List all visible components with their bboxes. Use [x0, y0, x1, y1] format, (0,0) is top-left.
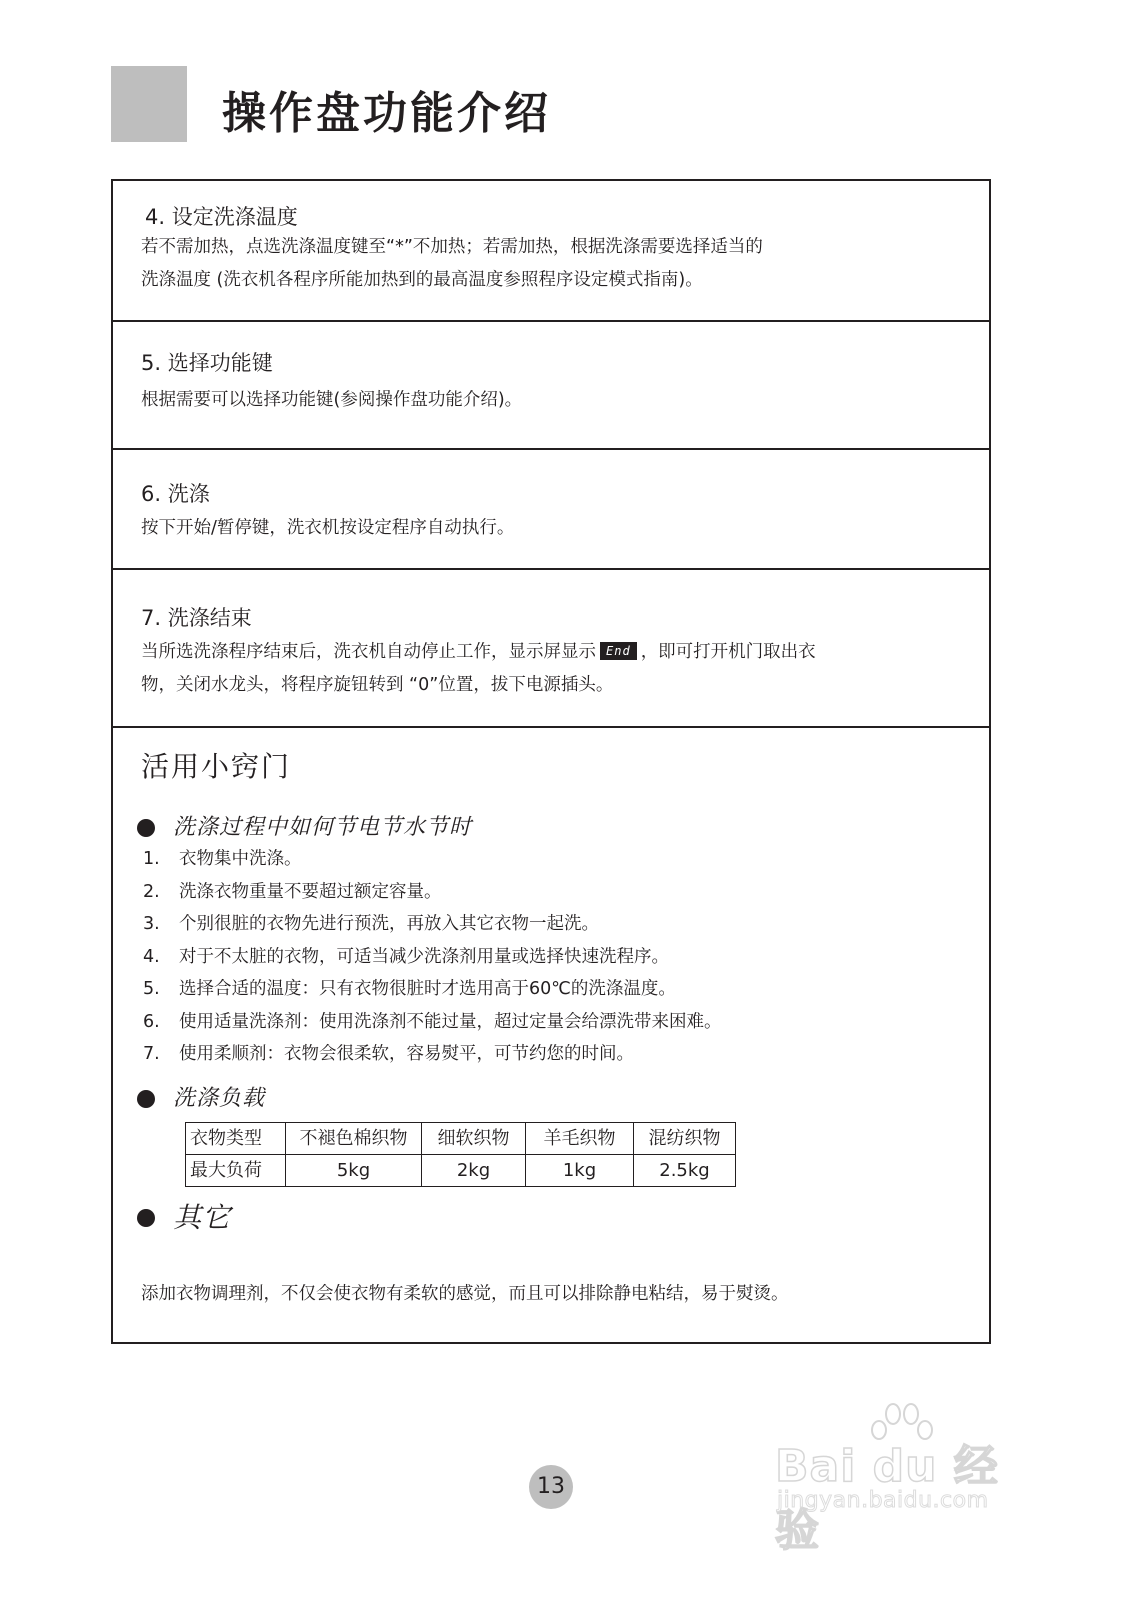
- list-item: 4. 对于不太脏的衣物，可适当减少洗涤剂用量或选择快速洗程序。: [143, 946, 669, 967]
- other-heading: [137, 1203, 231, 1233]
- list-item: 6. 使用适量洗涤剂：使用洗涤剂不能过量，超过定量会给漂洗带来困难。: [143, 1011, 722, 1032]
- load-heading-text: 洗涤负载: [173, 1086, 266, 1111]
- bullet-icon: [137, 1090, 155, 1108]
- list-item: 3. 个别很脏的衣物先进行预洗，再放入其它衣物一起洗。: [143, 914, 599, 934]
- step-6-section: [113, 450, 989, 570]
- table-row: 最大负荷 5kg 2kg 1kg 2.5kg: [186, 1155, 736, 1187]
- list-item: 1. 衣物集中洗涤。: [143, 849, 302, 869]
- header-gray-block: [111, 66, 187, 142]
- bullet-icon: [137, 1209, 155, 1227]
- saving-heading: [137, 813, 472, 843]
- step-7-text-before: 当所选洗涤程序结束后，洗衣机自动停止工作，显示屏显示: [141, 642, 596, 662]
- content-frame: [111, 179, 991, 1344]
- tips-title: 活用小窍门: [141, 750, 292, 783]
- step-4-title: 4. 设定洗涤温度: [145, 205, 298, 229]
- list-item: 5. 选择合适的温度：只有衣物很脏时才选用高于60℃的洗涤温度。: [143, 979, 676, 999]
- step-5-title: 5. 选择功能键: [141, 351, 273, 375]
- bullet-icon: [137, 819, 155, 837]
- saving-heading-text: 洗涤过程中如何节电节水节时: [173, 815, 473, 840]
- step-6-body: 按下开始/暂停键，洗衣机按设定程序自动执行。: [141, 518, 515, 538]
- step-4-body: [141, 231, 971, 297]
- load-heading: [137, 1084, 265, 1114]
- page-title: 操作盘功能介绍: [222, 88, 551, 139]
- load-table: [185, 1122, 736, 1187]
- end-display-icon: End: [600, 642, 637, 660]
- watermark-url: jingyan.baidu.com: [777, 1488, 989, 1513]
- page-number: 13: [529, 1465, 573, 1509]
- step-7-body: [141, 636, 971, 702]
- list-item: 2. 洗涤衣物重量不要超过额定容量。: [143, 881, 442, 902]
- saving-tips-list: [143, 843, 722, 1071]
- list-item: 7. 使用柔顺剂：衣物会很柔软，容易熨平，可节约您的时间。: [143, 1044, 634, 1064]
- step-7-text-after: ，即可打开机门取出衣: [640, 642, 816, 662]
- step-7-body-line-1: [141, 636, 971, 669]
- table-header-row: 衣物类型 不褪色棉织物 细软织物 羊毛织物 混纺织物: [186, 1123, 736, 1155]
- watermark-logo: Bai du 经验: [775, 1441, 999, 1556]
- other-heading-text: 其它: [173, 1201, 232, 1234]
- step-5-section: [113, 322, 989, 450]
- other-text: 添加衣物调理剂，不仅会使衣物有柔软的感觉，而且可以排除静电粘结，易于熨烫。: [141, 1284, 789, 1304]
- step-4-section: [113, 181, 989, 322]
- step-4-body-line-1: 若不需加热，点选洗涤温度键至“*”不加热；若需加热，根据洗涤需要选择适当的: [141, 237, 763, 257]
- step-4-body-line-2: 洗涤温度 (洗衣机各程序所能加热到的最高温度参照程序设定模式指南)。: [141, 270, 703, 290]
- baidu-watermark: [775, 1400, 1035, 1556]
- step-6-title: 6. 洗涤: [141, 482, 210, 506]
- step-7-body-line-2: 物，关闭水龙头，将程序旋钮转到 “0”位置，拔下电源插头。: [141, 675, 614, 695]
- step-5-body: 根据需要可以选择功能键(参阅操作盘功能介绍)。: [141, 390, 523, 410]
- step-7-title: 7. 洗涤结束: [141, 606, 252, 630]
- step-7-section: [113, 570, 989, 728]
